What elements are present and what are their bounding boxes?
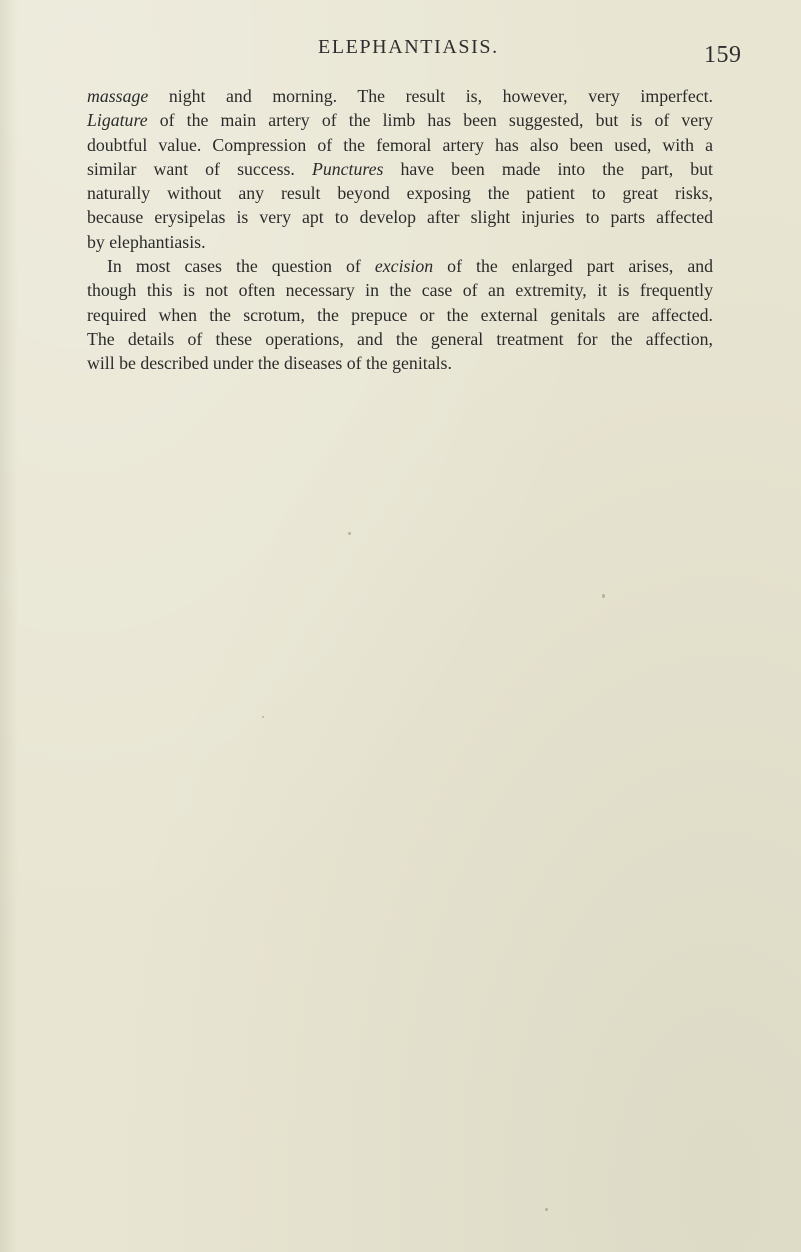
- running-title: ELEPHANTIASIS.: [318, 36, 499, 58]
- text-line: [87, 108, 713, 132]
- text-line: [87, 254, 713, 278]
- text-run: similar want of success.: [87, 158, 312, 179]
- text-line: naturally without any result beyond exposing the patient to great risks,: [87, 183, 713, 204]
- text-line: doubtful value. Compression of the femoral artery has also been used, with a: [87, 134, 713, 155]
- text-line: because erysipelas is very apt to develop after slight injuries to parts affected: [87, 207, 713, 228]
- text-line: by elephantiasis.: [87, 231, 206, 252]
- body-text: [87, 84, 713, 376]
- text-line: The details of these operations, and the general treatment for the affection,: [87, 328, 713, 349]
- text-run: night and morning. The result is, however, very imperfect.: [148, 86, 713, 106]
- italic-term: Punctures: [311, 158, 384, 179]
- paper-speck: [348, 532, 351, 535]
- italic-term: excision: [374, 256, 434, 277]
- text-line: though this is not often necessary in the case of an extremity, it is frequently: [87, 280, 713, 301]
- running-head: [0, 36, 801, 66]
- italic-term: Ligature: [87, 110, 148, 131]
- text-line: will be described under the diseases of the genitals.: [87, 353, 452, 374]
- spine-shadow: [0, 0, 18, 1252]
- paper-speck: [602, 594, 605, 598]
- text-run: of the main artery of the limb has been suggested, but is of very: [147, 110, 713, 131]
- paragraph: [87, 254, 713, 375]
- text-run: In most cases the question of: [107, 256, 375, 277]
- text-line: required when the scrotum, the prepuce or the external genitals are affected.: [87, 304, 713, 325]
- text-line: [87, 157, 713, 181]
- paper-speck: [545, 1208, 548, 1211]
- paragraph-continued: [87, 84, 713, 254]
- text-run: have been made into the part, but: [383, 158, 713, 179]
- text-line: [87, 84, 713, 108]
- paper-speck: [262, 716, 264, 718]
- text-run: of the enlarged part arises, and: [433, 256, 714, 277]
- italic-term: massage: [87, 86, 149, 106]
- page-number: 159: [704, 42, 742, 68]
